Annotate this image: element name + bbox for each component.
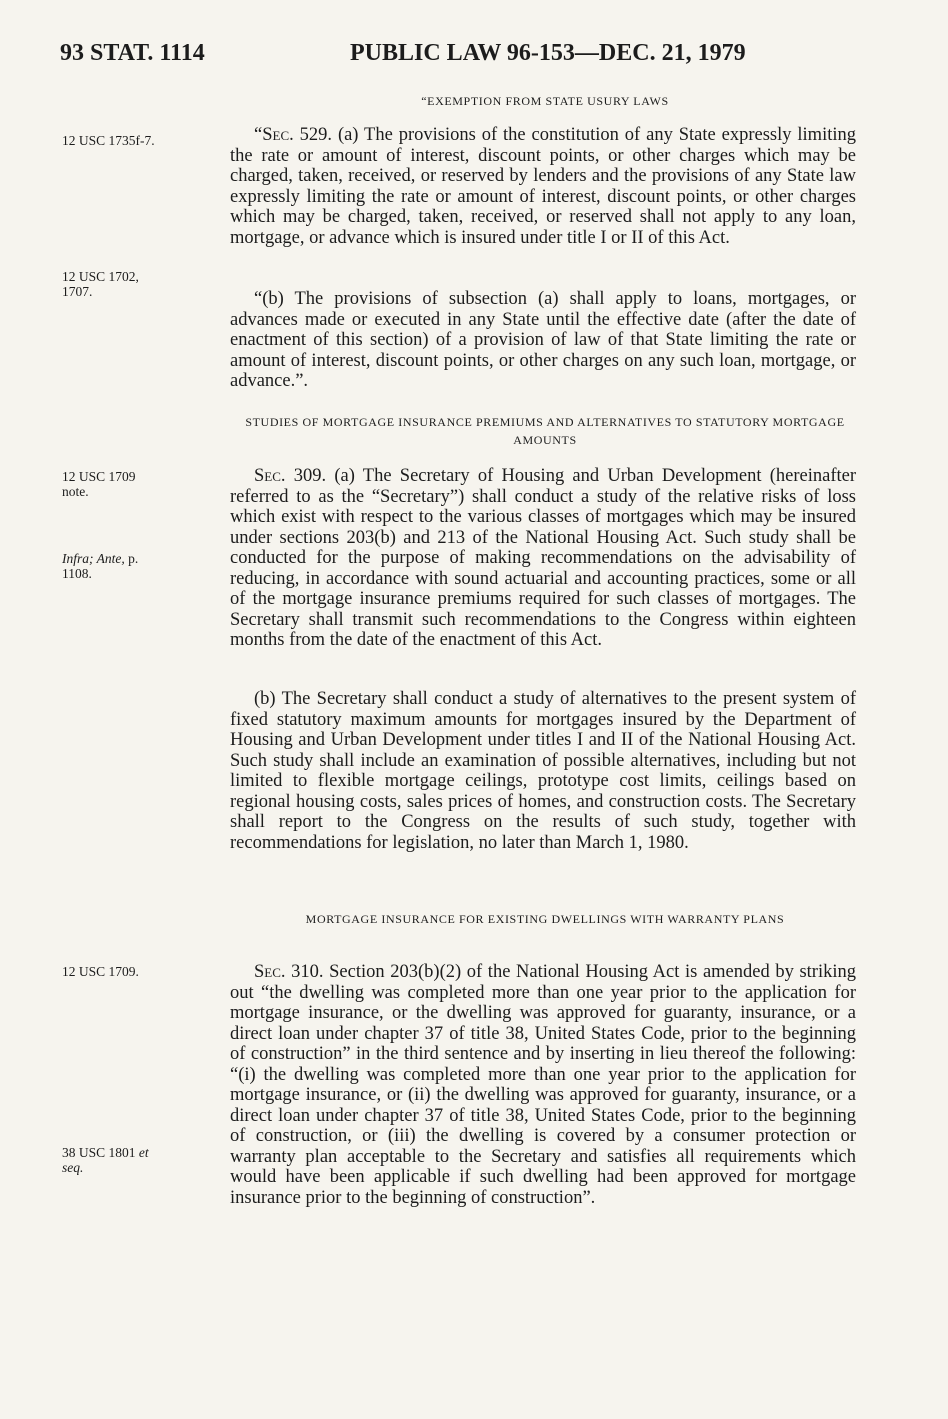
paragraph-sec-529-b: “(b) The provisions of subsection (a) shall apply to loans, mortgages, or advances made or executed in any State until the effective date (after the date of enactment of this section) of a provision of law of that State limiting the rate or amount of interest, discount points, or other charges on any such loan, mortgage, or advance.”. — [230, 289, 856, 391]
page-header — [60, 40, 860, 76]
margin-note-38-usc-1801: 38 USC 1801 et seq. — [62, 1145, 149, 1175]
margin-note-12-usc-1709-note: 12 USC 1709 note. — [62, 469, 136, 499]
margin-note-12-usc-1735f-7: 12 USC 1735f-7. — [62, 133, 155, 148]
margin-note-infra-ante: Infra; Ante, p. 1108. — [62, 551, 139, 581]
paragraph-sec-309-a: Sec. 309. (a) The Secretary of Housing and Urban Development (hereinafter referred to as the “Secretary”) shall conduct a study of the relative risks of loss which exist with respect to the various classes of mortgages which may be insured under sections 203(b) and 213 of the National Housing Act. Such study shall be conducted for the purpose of making recommendations on the advisability of reducing, in accordance with sound actuarial and accounting practices, some or all of the mortgage insurance premiums required for such classes of mortgages. The Secretary shall transmit such recommendations to the Congress within eighteen months from the date of the enactment of this Act. — [230, 466, 856, 650]
paragraph-sec-309-b: (b) The Secretary shall conduct a study of alternatives to the present system of fixed statutory maximum amounts for mortgages insured by the Department of Housing and Urban Development under titles I and II of the National Housing Act. Such study shall include an examination of possible alternatives, including but not limited to flexible mortgage ceilings, prototype cost limits, ceilings based on regional housing costs, sales prices of homes, and construction costs. The Secretary shall report to the Congress on the results of such study, together with recommendations for legislation, no later than March 1, 1980. — [230, 689, 856, 853]
heading-exemption-usury: “EXEMPTION FROM STATE USURY LAWS — [421, 94, 669, 108]
margin-note-12-usc-1709: 12 USC 1709. — [62, 964, 139, 979]
heading-studies-mortgage-premiums: STUDIES OF MORTGAGE INSURANCE PREMIUMS AND ALTERNATIVES TO STATUTORY MORTGAGE AMOUNTS — [245, 415, 845, 447]
stat-citation: 93 STAT. 1114 — [60, 40, 205, 66]
public-law-title: PUBLIC LAW 96-153—DEC. 21, 1979 — [350, 40, 746, 66]
paragraph-sec-310: Sec. 310. Section 203(b)(2) of the National Housing Act is amended by striking out “the dwelling was completed more than one year prior to the application for mortgage insurance, or the dwelling was approved for guaranty, insurance, or a direct loan under chapter 37 of title 38, United States Code, prior to the beginning of construction” in the third sentence and by inserting in lieu thereof the following: “(i) the dwelling was completed more than one year prior to the application for mortgage insurance, or (ii) the dwelling was approved for guaranty, insurance, or a direct loan under chapter 37 of title 38, United States Code, prior to the beginning of construction, or (iii) the dwelling is covered by a consumer protection or warranty plan acceptable to the Secretary and satisfies all requirements which would have been applicable if such dwelling had been approved for mortgage insurance prior to the beginning of construction”. — [230, 962, 856, 1208]
paragraph-sec-529-a: “Sec. 529. (a) The provisions of the constitution of any State expressly limiting the rate or amount of interest, discount points, or other charges which may be charged, taken, received, or reserved by lenders and the provisions of any State law expressly limiting the rate or amount of interest, discount points, or other charges which may be charged, taken, received, or reserved shall not apply to any loan, mortgage, or advance which is insured under title I or II of this Act. — [230, 125, 856, 248]
heading-warranty-plans: MORTGAGE INSURANCE FOR EXISTING DWELLINGS WITH WARRANTY PLANS — [305, 912, 785, 926]
margin-note-12-usc-1702: 12 USC 1702, 1707. — [62, 269, 139, 299]
